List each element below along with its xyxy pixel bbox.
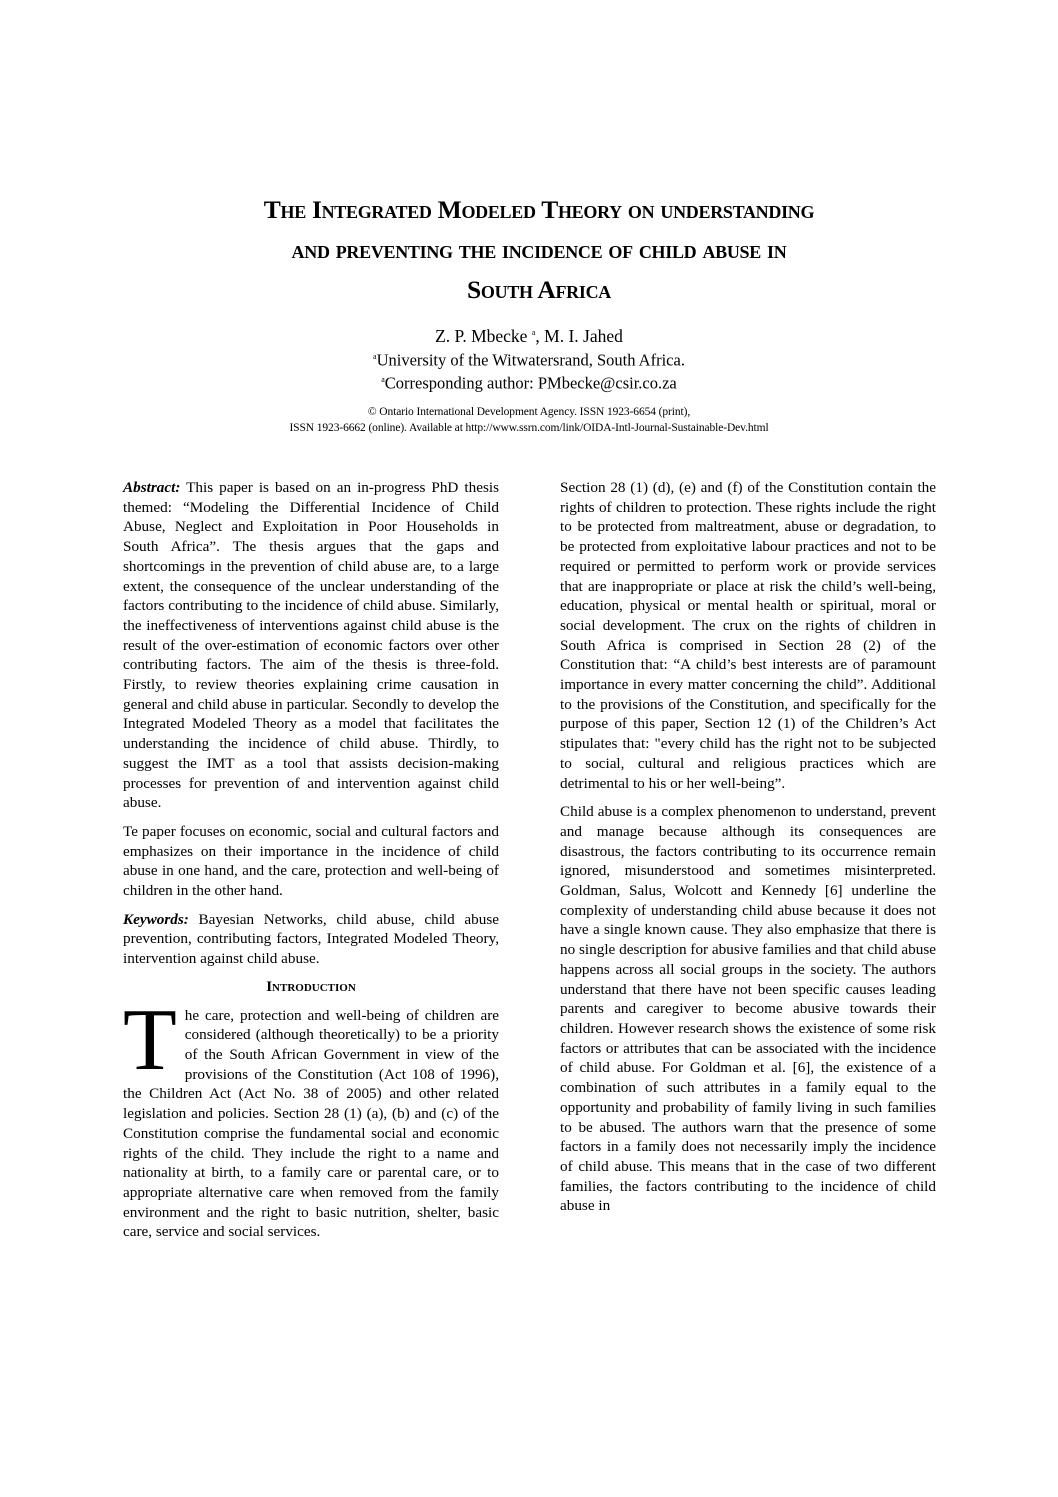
child-abuse-complexity-paragraph: Child abuse is a complex phenomenon to understand, prevent and manage because although its consequences are disastrous, the factors contributing to its occurrence remain ignored, misunderstood and sometimes misinterpreted. Goldman, Salus, Wolcott and Kennedy [6] underline the complexity of understanding child abuse because it does not have a single known cause. They also emphasize that there is no single description for abusive families and that child abuse happens across all social groups in the society. The authors understand that there have not been specific causes leading parents and caregiver to become abusive towards their children. However research shows the existence of some risk factors or attributes that can be associated with the incidence of child abuse. For Goldman et al. [6], the existence of a combination of such attributes in a family equal to the opportunity and probability of family living in such families to be abused. The authors warn that the presence of some factors in a family does not necessarily imply the incidence of child abuse. This means that in the case of two different families, the factors contributing to the incidence of child abuse in xyxy=(560,803,936,1215)
affiliation-superscript: a xyxy=(373,351,377,361)
keywords-label: Keywords: xyxy=(123,910,189,928)
title-line-1: The Integrated Modeled Theory on understanding xyxy=(263,195,815,224)
abstract-text: This paper is based on an in-progress PhD thesis themed: “Modeling the Differential Incidence of Child Abuse, Neglect and Exploitation in Poor Households in South Africa”. The thesis argues that the gaps and shortcomings in the prevention of child abuse are, to a large extent, the consequence of the unclear understanding of the factors contributing to the incidence of child abuse. Similarly, the ineffectiveness of interventions against child abuse is the result of the over-estimation of economic factors over other contributing factors. The aim of the thesis is three-fold. Firstly, to review theories explaining crime causation in general and child abuse in particular. Secondly to develop the Integrated Modeled Theory as a model that facilitates the understanding the incidence of child abuse. Thirdly, to suggest the IMT as a tool that assists decision-making processes for prevention of and intervention against child abuse. xyxy=(123,479,499,812)
focus-paragraph: Te paper focuses on economic, social and cultural factors and emphasizes on their importance in the incidence of child abuse in one hand, and the care, protection and well-being of children in the other hand. xyxy=(123,822,499,900)
drop-cap: T xyxy=(123,991,177,1089)
right-column xyxy=(560,478,936,1225)
copyright-notice xyxy=(0,404,1058,436)
author-name-secondary: , M. I. Jahed xyxy=(535,325,623,346)
introduction-paragraph xyxy=(123,991,499,1242)
left-column xyxy=(123,478,499,1251)
corresponding-author: Corresponding author: PMbecke@csir.co.za xyxy=(384,373,677,393)
copyright-line-2: ISSN 1923-6662 (online). Available at http://www.ssrn.com/link/OIDA-Intl-Journal-Sustainable-Dev.html xyxy=(289,422,769,434)
corresponding-author-line xyxy=(0,370,1058,394)
constitution-rights-paragraph: Section 28 (1) (d), (e) and (f) of the Constitution contain the rights of children to protection. These rights include the right to be protected from maltreatment, abuse or degradation, to be protected from exploitative labour practices and not to be required or permitted to perform work or provide services that are inappropriate or place at risk the child’s well-being, education, physical or mental health or spiritual, moral or social development. The crux on the rights of children in South Africa is comprised in Section 28 (2) of the Constitution that: “A child’s best interests are of paramount importance in every matter concerning the child”. Additional to the provisions of the Constitution, and specifically for the purpose of this paper, Section 12 (1) of the Children’s Act stipulates that: "every child has the right not to be subjected to social, cultural and religious practices which are detrimental to his or her well-being”. xyxy=(560,479,936,792)
author-line xyxy=(0,322,1058,347)
corresponding-superscript: a xyxy=(381,375,385,385)
affiliation: University of the Witwatersrand, South Africa. xyxy=(376,350,685,370)
introduction-heading: Introduction xyxy=(266,978,356,995)
keywords-paragraph xyxy=(123,910,499,969)
introduction-text: he care, protection and well-being of children are considered (although theoretically) to be a priority of the South African Government in view of the provisions of the Constitution (Act 108 of 1996), the Children Act (Act No. 38 of 2005) and other related legislation and policies. Section 28 (1) (a), (b) and (c) of the Constitution comprise the fundamental social and economic rights of the child. They include the right to a name and nationality at birth, to a family care or parental care, or to appropriate alternative care when removed from the family environment and the right to basic nutrition, shelter, basic care, service and social services. xyxy=(123,1006,499,1241)
author-name-primary: Z. P. Mbecke xyxy=(435,325,528,346)
page-title xyxy=(120,190,958,310)
abstract-label: Abstract: xyxy=(123,479,181,496)
authors-block xyxy=(0,322,1058,394)
title-line-2: and preventing the incidence of child abuse in xyxy=(291,235,787,264)
abstract-paragraph xyxy=(123,478,499,813)
copyright-line-1: © Ontario International Development Agency. ISSN 1923-6654 (print), xyxy=(367,406,691,418)
author-superscript: a xyxy=(531,328,536,337)
affiliation-line xyxy=(0,347,1058,371)
keywords-text: Bayesian Networks, child abuse, child abuse prevention, contributing factors, Integrated Modeled Theory, intervention against child abuse. xyxy=(123,910,499,968)
title-line-3: South Africa xyxy=(467,275,611,304)
